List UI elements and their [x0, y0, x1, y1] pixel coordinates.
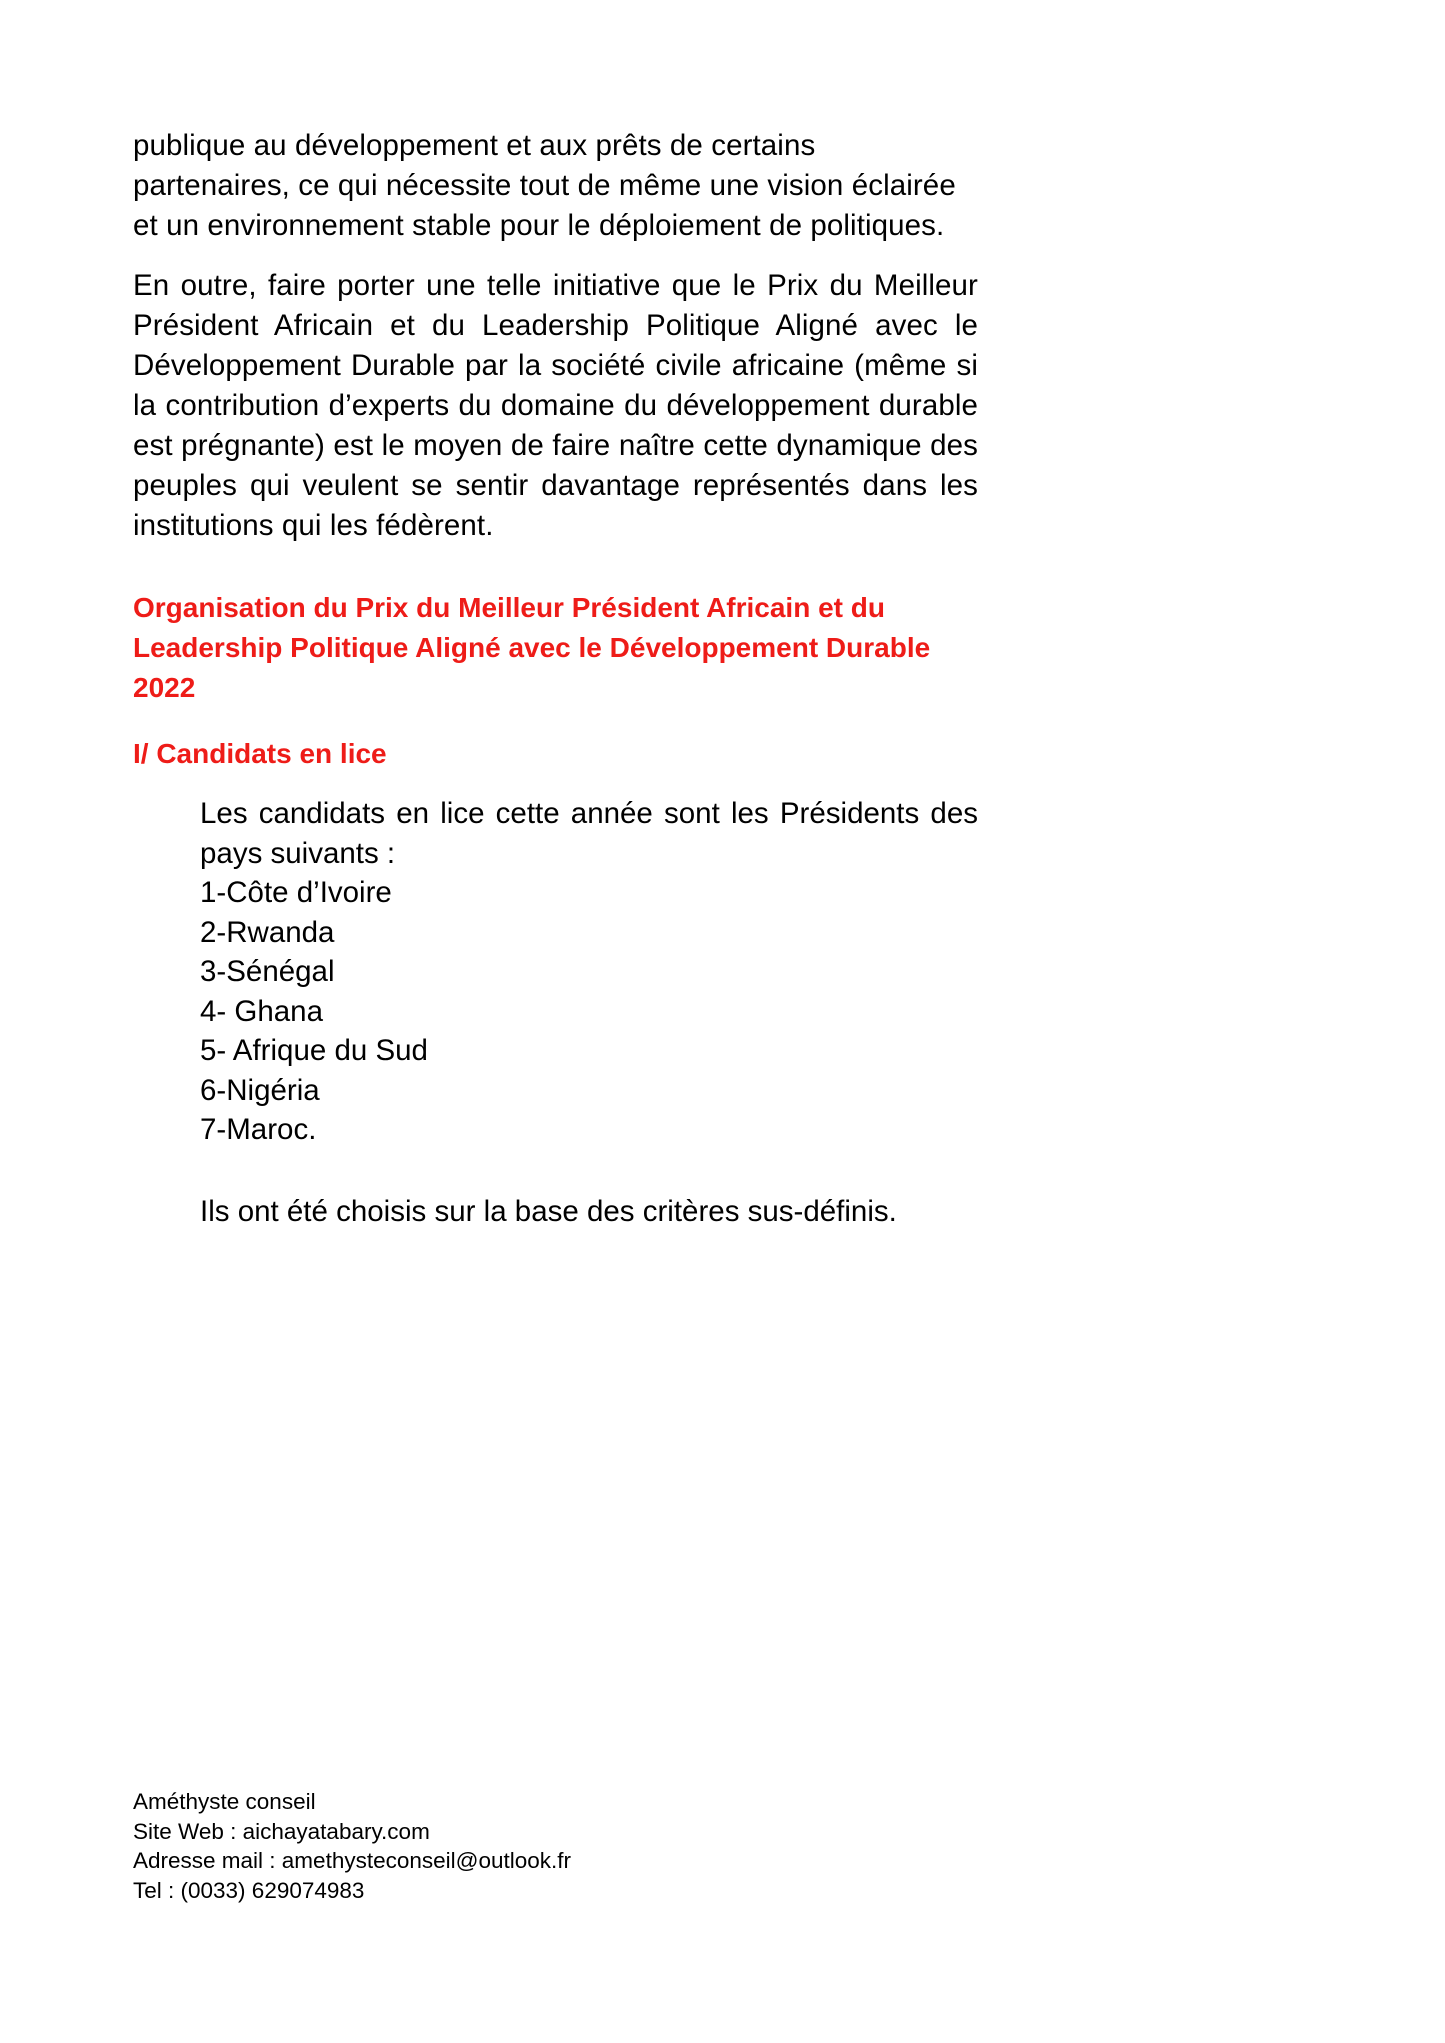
footer-company-name: Améthyste conseil	[133, 1789, 316, 1814]
list-item: 4- Ghana	[200, 994, 323, 1028]
page-footer	[133, 1787, 1033, 1905]
list-item: 6-Nigéria	[200, 1073, 320, 1107]
candidates-closing-text: Ils ont été choisis sur la base des critères sus-définis.	[200, 1194, 897, 1228]
list-item: 1-Côte d’Ivoire	[200, 876, 392, 909]
list-item: 5- Afrique du Sud	[200, 1034, 428, 1067]
document-body	[133, 126, 978, 1231]
footer-phone: Tel : (0033) 629074983	[133, 1877, 365, 1903]
list-item: 2-Rwanda	[200, 915, 335, 949]
heading-prize-organisation: Organisation du Prix du Meilleur Président Africain et du Leadership Politique Aligné avec le Développement Durable 2022	[133, 592, 931, 703]
candidates-list	[200, 873, 978, 1150]
list-item: 7-Maroc.	[200, 1113, 317, 1146]
candidates-section	[133, 780, 978, 1231]
candidates-intro-text: Les candidats en lice cette année sont les Présidents des pays suivants :	[200, 797, 978, 870]
paragraph-continuation: publique au développement et aux prêts de certains partenaires, ce qui nécessite tout de même une vision éclairée et un environnement stable pour le déploiement de politiques.	[133, 129, 956, 242]
heading-candidats-en-lice: I/ Candidats en lice	[133, 738, 387, 769]
footer-website: Site Web : aichayatabary.com	[133, 1818, 430, 1844]
list-item: 3-Sénégal	[200, 955, 335, 988]
footer-email: Adresse mail : amethysteconseil@outlook.fr	[133, 1848, 572, 1873]
paragraph-initiative: En outre, faire porter une telle initiative que le Prix du Meilleur Président Africain et du Leadership Politique Aligné avec le Développement Durable par la société civile africaine (même si la contribution d’experts du domaine du développement durable est prégnante) est le moyen de faire naître cette dynamique des peuples qui veulent se sentir davantage représentés dans les institutions qui les fédèrent.	[133, 269, 978, 542]
